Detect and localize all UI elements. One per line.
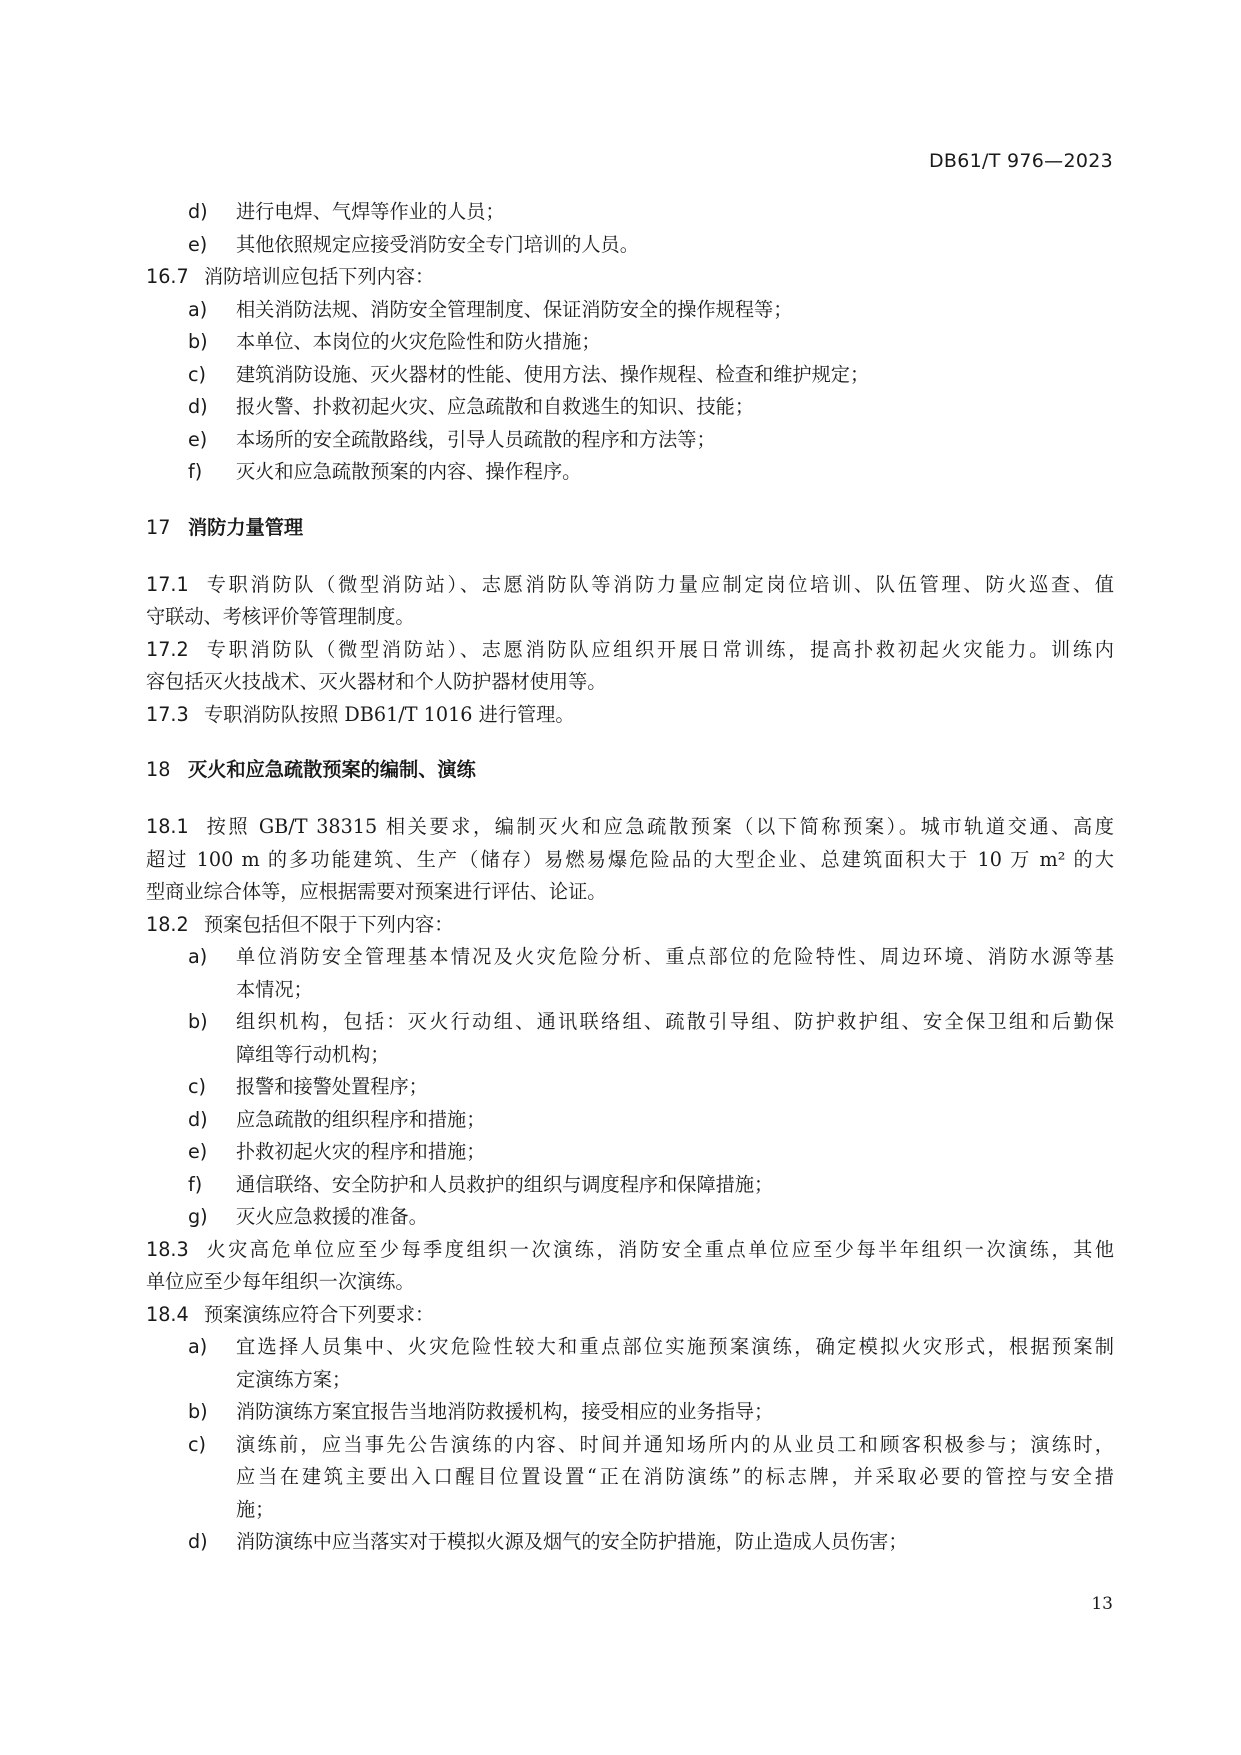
item-text: 本单位、本岗位的火灾危险性和防火措施； — [236, 330, 601, 353]
list-item — [146, 1201, 1114, 1234]
clause-text: 专职消防队（微型消防站）、志愿消防队等消防力量应制定岗位培训、队伍管理、防火巡查、值 — [204, 572, 1114, 596]
clause-17-1 — [146, 569, 1114, 602]
clause-18-2 — [146, 909, 1114, 942]
item-label: d) — [188, 200, 208, 223]
item-label: f) — [188, 1172, 203, 1196]
section-heading-18 — [146, 753, 1114, 787]
item-text: 报警和接警处置程序； — [236, 1075, 428, 1098]
item-text: 扑救初起火灾的程序和措施； — [236, 1140, 486, 1163]
list-item — [146, 1331, 1114, 1364]
item-text: 单位消防安全管理基本情况及火灾危险分析、重点部位的危险特性、周边环境、消防水源等基 — [236, 945, 1114, 968]
item-label: b) — [188, 1010, 208, 1033]
clause-text: 专职消防队按照 DB61/T 1016 进行管理。 — [204, 702, 575, 726]
list-item — [146, 1104, 1114, 1137]
item-label: e) — [188, 1140, 208, 1163]
item-text: 进行电焊、气焊等作业的人员； — [236, 200, 505, 223]
item-continuation: 障组等行动机构； — [236, 1042, 390, 1066]
list-item — [146, 196, 1114, 229]
clause-continuation: 超过 100 m 的多功能建筑、生产（储存）易燃易爆危险品的大型企业、总建筑面积大于 10 万 m² 的大 — [146, 847, 1114, 871]
list-item — [146, 294, 1114, 327]
item-label: c) — [188, 1432, 207, 1456]
clause-text: 预案包括但不限于下列内容： — [204, 912, 454, 936]
item-text: 灭火和应急疏散预案的内容、操作程序。 — [236, 460, 582, 483]
page-content — [146, 196, 1114, 1559]
clause-number: 16.7 — [146, 265, 189, 288]
clause-16-7 — [146, 261, 1114, 294]
section-title: 灭火和应急疏散预案的编制、演练 — [188, 758, 476, 781]
item-label: e) — [188, 427, 208, 451]
item-label: a) — [188, 945, 208, 968]
item-text: 宜选择人员集中、火灾危险性较大和重点部位实施预案演练，确定模拟火灾形式，根据预案制 — [236, 1335, 1114, 1358]
clause-number: 18.2 — [146, 912, 189, 936]
document-code: DB61/T 976—2023 — [928, 150, 1113, 172]
list-item — [146, 1396, 1114, 1429]
clause-number: 17.1 — [146, 572, 189, 596]
item-label: c) — [188, 1075, 207, 1098]
list-item — [146, 941, 1114, 974]
page-number: 13 — [1091, 1594, 1113, 1614]
list-item — [146, 456, 1114, 489]
clause-17-2 — [146, 634, 1114, 667]
clause-text: 按照 GB/T 38315 相关要求，编制灭火和应急疏散预案（以下简称预案）。城市轨道交通、高度 — [204, 815, 1114, 838]
list-item — [146, 359, 1114, 392]
item-text: 相关消防法规、消防安全管理制度、保证消防安全的操作规程等； — [236, 297, 793, 321]
item-continuation: 定演练方案； — [236, 1367, 352, 1391]
clause-text: 预案演练应符合下列要求： — [204, 1302, 435, 1326]
clause-18-3 — [146, 1234, 1114, 1267]
item-text: 本场所的安全疏散路线，引导人员疏散的程序和方法等； — [236, 427, 716, 451]
item-label: g) — [188, 1205, 208, 1228]
list-item — [146, 229, 1114, 262]
item-text: 建筑消防设施、灭火器材的性能、使用方法、操作规程、检查和维护规定； — [236, 362, 870, 386]
list-item — [146, 1136, 1114, 1169]
list-item — [146, 424, 1114, 457]
item-text: 灭火应急救援的准备。 — [236, 1205, 428, 1228]
list-item — [146, 1071, 1114, 1104]
list-item — [146, 1169, 1114, 1202]
item-text: 演练前，应当事先公告演练的内容、时间并通知场所内的从业员工和顾客积极参与；演练时， — [236, 1432, 1114, 1456]
item-text: 报火警、扑救初起火灾、应急疏散和自救逃生的知识、技能； — [236, 395, 755, 418]
clause-number: 17.2 — [146, 637, 189, 661]
item-text: 其他依照规定应接受消防安全专门培训的人员。 — [236, 232, 639, 256]
clause-text: 火灾高危单位应至少每季度组织一次演练，消防安全重点单位应至少每半年组织一次演练，其他 — [204, 1237, 1114, 1261]
item-label: f) — [188, 460, 203, 483]
clause-continuation: 容包括灭火技战术、灭火器材和个人防护器材使用等。 — [146, 670, 607, 693]
item-label: d) — [188, 1107, 208, 1131]
clause-continuation: 型商业综合体等，应根据需要对预案进行评估、论证。 — [146, 880, 607, 903]
item-text: 组织机构，包括：灭火行动组、通讯联络组、疏散引导组、防护救护组、安全保卫组和后勤保 — [236, 1010, 1114, 1033]
item-text: 消防演练方案宜报告当地消防救援机构，接受相应的业务指导； — [236, 1400, 774, 1423]
item-label: a) — [188, 1335, 208, 1358]
item-text: 消防演练中应当落实对于模拟火源及烟气的安全防护措施，防止造成人员伤害； — [236, 1530, 908, 1553]
item-label: b) — [188, 330, 208, 353]
list-item — [146, 1006, 1114, 1039]
item-label: e) — [188, 232, 208, 256]
item-continuation: 应当在建筑主要出入口醒目位置设置“正在消防演练”的标志牌，并采取必要的管控与安全措 — [236, 1465, 1114, 1488]
item-label: c) — [188, 362, 207, 386]
item-label: a) — [188, 297, 208, 321]
item-continuation: 本情况； — [236, 977, 313, 1001]
clause-18-4 — [146, 1299, 1114, 1332]
clause-18-1 — [146, 811, 1114, 844]
list-item — [146, 326, 1114, 359]
section-number: 17 — [146, 515, 171, 539]
item-label: d) — [188, 1530, 208, 1553]
list-item — [146, 391, 1114, 424]
clause-text: 消防培训应包括下列内容： — [204, 265, 435, 288]
clause-continuation: 守联动、考核评价等管理制度。 — [146, 605, 415, 628]
item-continuation: 施； — [236, 1497, 275, 1521]
item-text: 通信联络、安全防护和人员救护的组织与调度程序和保障措施； — [236, 1172, 774, 1196]
item-label: d) — [188, 395, 208, 418]
list-item — [146, 1526, 1114, 1559]
clause-number: 18.4 — [146, 1302, 189, 1326]
section-heading-17 — [146, 511, 1114, 545]
clause-17-3 — [146, 699, 1114, 732]
section-title: 消防力量管理 — [188, 515, 304, 539]
item-text: 应急疏散的组织程序和措施； — [236, 1107, 486, 1131]
clause-number: 17.3 — [146, 702, 189, 726]
clause-number: 18.1 — [146, 815, 189, 838]
clause-number: 18.3 — [146, 1237, 189, 1261]
clause-continuation: 单位应至少每年组织一次演练。 — [146, 1270, 415, 1293]
clause-text: 专职消防队（微型消防站）、志愿消防队应组织开展日常训练，提高扑救初起火灾能力。训练内 — [204, 637, 1114, 661]
list-item — [146, 1429, 1114, 1462]
item-label: b) — [188, 1400, 208, 1423]
section-number: 18 — [146, 758, 171, 781]
